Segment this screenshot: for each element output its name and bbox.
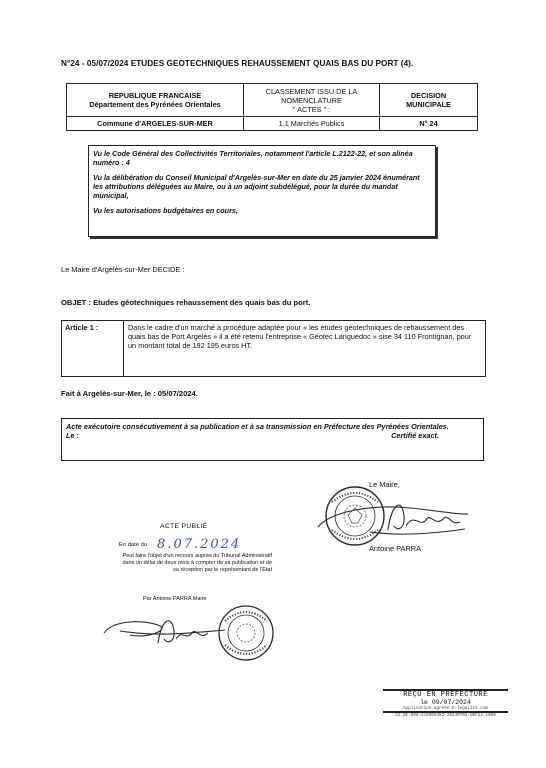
publication-signature-and-seal bbox=[100, 603, 275, 665]
article-text: Dans le cadre d'un marché à procédure adaptée pour « les études géotechniques de rehaussement des quais bas de Port Argelès » il a été retenu l'entreprise « Géotec Languedoc » sise 34 110 Frontignan, pour un montant total de 192 195 euros HT. bbox=[128, 323, 472, 351]
en-date-du-label: En date du bbox=[119, 541, 148, 548]
republique-label: REPUBLIQUE FRANCAISE bbox=[108, 91, 202, 100]
document-title: N°24 - 05/07/2024 ETUDES GEOTECHNIQUES REHAUSSEMENT QUAIS BAS DU PORT (4). bbox=[61, 59, 414, 68]
consideration-deliberation: Vu la délibération du Conseil Municipal d'Argelès-sur-Mer en date du 25 janvier 2024 énumérant les attributions déléguées au Maire, ou à un adjoint subdélégué, pour la durée du mandat municipal, bbox=[93, 173, 420, 200]
consideration-budget: Vu les autorisations budgétaires en cours, bbox=[93, 206, 238, 215]
fait-line: Fait à Argelès-sur-Mer, le : 05/07/2024. bbox=[61, 389, 198, 398]
stamp-application: Application agréée E-legalite.com bbox=[402, 706, 489, 711]
stamp-reference: 22_DE-066-216600383-20240705-DEC24_1000 bbox=[395, 713, 496, 718]
article-label: Article 1 : bbox=[62, 321, 124, 376]
commune-label: Commune d'ARGELES-SUR-MER bbox=[97, 119, 213, 128]
header-table bbox=[66, 83, 478, 131]
municipale-label: MUNICIPALE bbox=[406, 100, 451, 109]
publication-date-handwritten: 8.07.2024 bbox=[157, 537, 242, 552]
recours-text: Peut faire l'objet d'un recours auprès du Tribunal Administratif dans un délai de deux mois à compter de sa publication et de sa réception par le représentant de l'Etat bbox=[122, 553, 272, 573]
objet-line: OBJET : Etudes géotechniques rehaussement des quais bas du port. bbox=[61, 298, 311, 307]
classement-line3: " ACTES " : bbox=[292, 104, 331, 114]
executoire-le: Le : bbox=[66, 431, 79, 440]
prefecture-receipt-stamp bbox=[381, 689, 510, 735]
par-maire-label: Par Antoine PARRA Maire bbox=[143, 596, 207, 602]
consideration-cgct: Vu le Code Général des Collectivités Territoriales, notamment l'article L.2122-22, et son alinéa numéro : 4 bbox=[93, 149, 413, 167]
stamp-date: le 09/07/2024 bbox=[420, 699, 471, 706]
decision-number: N° 24 bbox=[419, 119, 438, 128]
publication-seal-icon bbox=[219, 606, 273, 660]
mayor-name: Antoine PARRA bbox=[369, 544, 422, 553]
stamp-title: REÇU EN PREFECTURE bbox=[403, 691, 488, 699]
classement-value: 1.1 Marchés Publics bbox=[278, 119, 345, 128]
departement-label: Département des Pyrénées Orientales bbox=[89, 100, 221, 109]
executoire-box bbox=[61, 418, 484, 461]
header-col-decision bbox=[380, 84, 477, 130]
decision-label: DECISION bbox=[410, 91, 447, 100]
publication-signature-icon bbox=[104, 621, 225, 643]
considerations-box bbox=[88, 145, 436, 237]
mayor-seal-and-signature bbox=[310, 482, 475, 552]
publication-date-row bbox=[119, 537, 241, 552]
classement-line1: CLASSEMENT ISSU DE LA bbox=[265, 86, 358, 96]
article-table bbox=[61, 320, 486, 377]
decide-line: Le Maire d'Argelès-sur-Mer DECIDE : bbox=[61, 265, 185, 274]
classement-line2: NOMENCLATURE bbox=[281, 95, 342, 105]
certifie-exact: Certifié exact. bbox=[391, 431, 439, 440]
executoire-text: Acte exécutoire consécutivement à sa publication et à sa transmission en Préfecture des Pyrénées Orientales. bbox=[66, 422, 449, 431]
le-maire-label: Le Maire, bbox=[369, 480, 400, 489]
header-col-republique bbox=[67, 84, 244, 130]
acte-publie-label: ACTE PUBLIÉ bbox=[160, 523, 208, 530]
header-col-classement bbox=[244, 84, 380, 130]
